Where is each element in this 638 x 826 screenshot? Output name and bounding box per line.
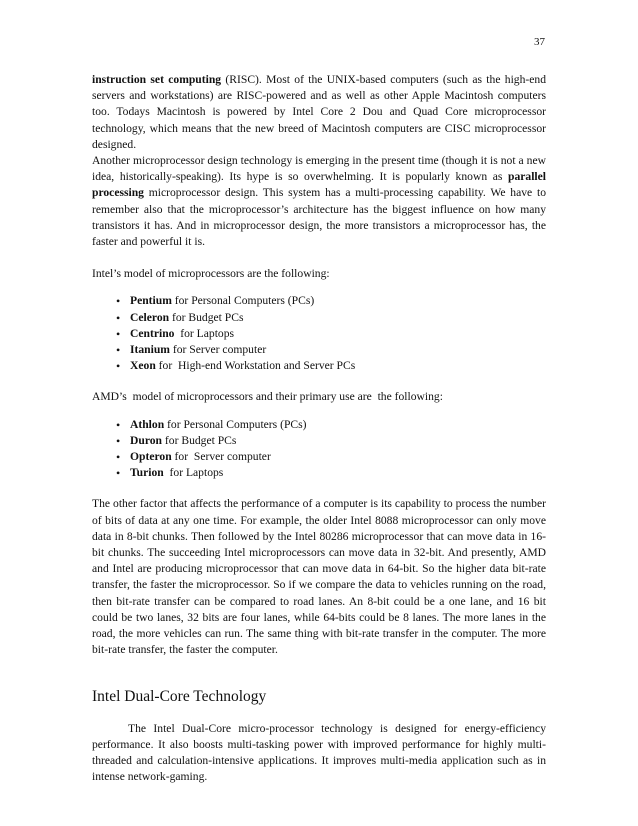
model-name: Duron [130,433,163,447]
model-name: Opteron [130,450,172,464]
model-name: Centrino [130,326,175,340]
bold-term: parallel processing [92,170,546,200]
bullet-icon: • [116,326,121,341]
paragraph-text: microprocessor design. This system has a multi-processing capability. We have to remember also that the microprocessor’s architecture has the biggest influence on how many transistors it has. And in microprocessor design, the more transistors a microprocessor has, the faster and powerful it is. [92,186,546,249]
model-use: for Server computer [171,450,271,464]
intel-models-intro: Intel’s model of microprocessors are the following: [92,267,330,281]
list-item [116,465,546,481]
list-item [116,449,546,465]
model-name: Athlon [130,417,165,431]
model-name: Itanium [130,343,170,357]
model-name: Pentium [130,294,172,308]
paragraph-parallel-processing [92,153,546,250]
bullet-icon: • [116,343,121,358]
bold-term: instruction set computing [92,73,222,86]
paragraph-bit-rate: The other factor that affects the performance of a computer is its capability to process the number of bits of data at any one time. For example, the older Intel 8088 microprocessor can only move data in 8-bit chunks. Then followed by the Intel 80286 microprocessor that can move data in 16-bit chunks. The succeeding Intel microprocessors can move data in 32-bit. And presently, AMD and Intel are producing microprocessor that can move data in 64-bit. So the higher data bit-rate transfer, the faster the microprocessor. So if we compare the data to vehicles running on the road, then bit-rate transfer can be compared to road lanes. An 8-bit could be a one lane, and 16 bit could be two lanes, 32 bits are four lanes, while 64-bits could be 8 lanes. The more lanes in the road, the more vehicles can run. The same thing with bit-rate transfer in the computer. The more bit-rate transfer, the faster the computer. [92,497,546,657]
model-use: for Laptops [163,466,224,480]
paragraph-dual-core: The Intel Dual-Core micro-processor technology is designed for energy-efficiency performance. It also boosts multi-tasking power with improved performance for highly multi-threaded and calculation-intensive applications. It improves multi-media application such as in intense network-gaming. [92,721,546,784]
list-item [116,293,546,309]
model-use: for Budget PCs [169,310,244,324]
bullet-icon: • [116,450,121,465]
paragraph-risc [92,72,546,153]
list-item [116,342,546,358]
model-use: for Personal Computers (PCs) [164,417,307,431]
bullet-icon: • [116,417,121,432]
amd-models-intro: AMD’s model of microprocessors and their primary use are the following: [92,390,443,404]
list-item [116,326,546,342]
amd-models-list [92,417,546,482]
paragraph-text: (RISC). Most of the UNIX-based computers (such as the high-end servers and workstations) are RISC-powered and as well as other Apple Macintosh computers too. Todays Macintosh is powered by Intel Core 2 Dou and Quad Core microprocessor technology, which means that the new breed of Macintosh computers are CISC microprocessor designed. [92,73,547,151]
model-use: for High-end Workstation and Server PCs [155,359,356,373]
list-item [116,358,546,374]
model-use: for Server computer [169,343,267,357]
model-use: for Laptops [174,326,235,340]
model-use: for Personal Computers (PCs) [171,294,315,308]
bullet-icon: • [116,359,121,374]
intel-models-list [92,293,546,374]
model-name: Turion [130,466,164,480]
model-name: Xeon [130,359,156,373]
model-use: for Budget PCs [162,433,237,447]
bullet-icon: • [116,294,121,309]
bullet-icon: • [116,433,121,448]
bullet-icon: • [116,310,121,325]
bullet-icon: • [116,466,121,481]
list-item [116,310,546,326]
paragraph-text: Another microprocessor design technology is emerging in the present time (though it is not a new idea, historically-speaking). Its hype is so overwhelming. It is popularly known as [92,154,546,184]
section-heading: Intel Dual-Core Technology [92,687,267,705]
model-name: Celeron [130,310,170,324]
list-item [116,433,546,449]
page-number: 37 [534,36,545,48]
list-item [116,417,546,433]
document-body [92,72,546,786]
